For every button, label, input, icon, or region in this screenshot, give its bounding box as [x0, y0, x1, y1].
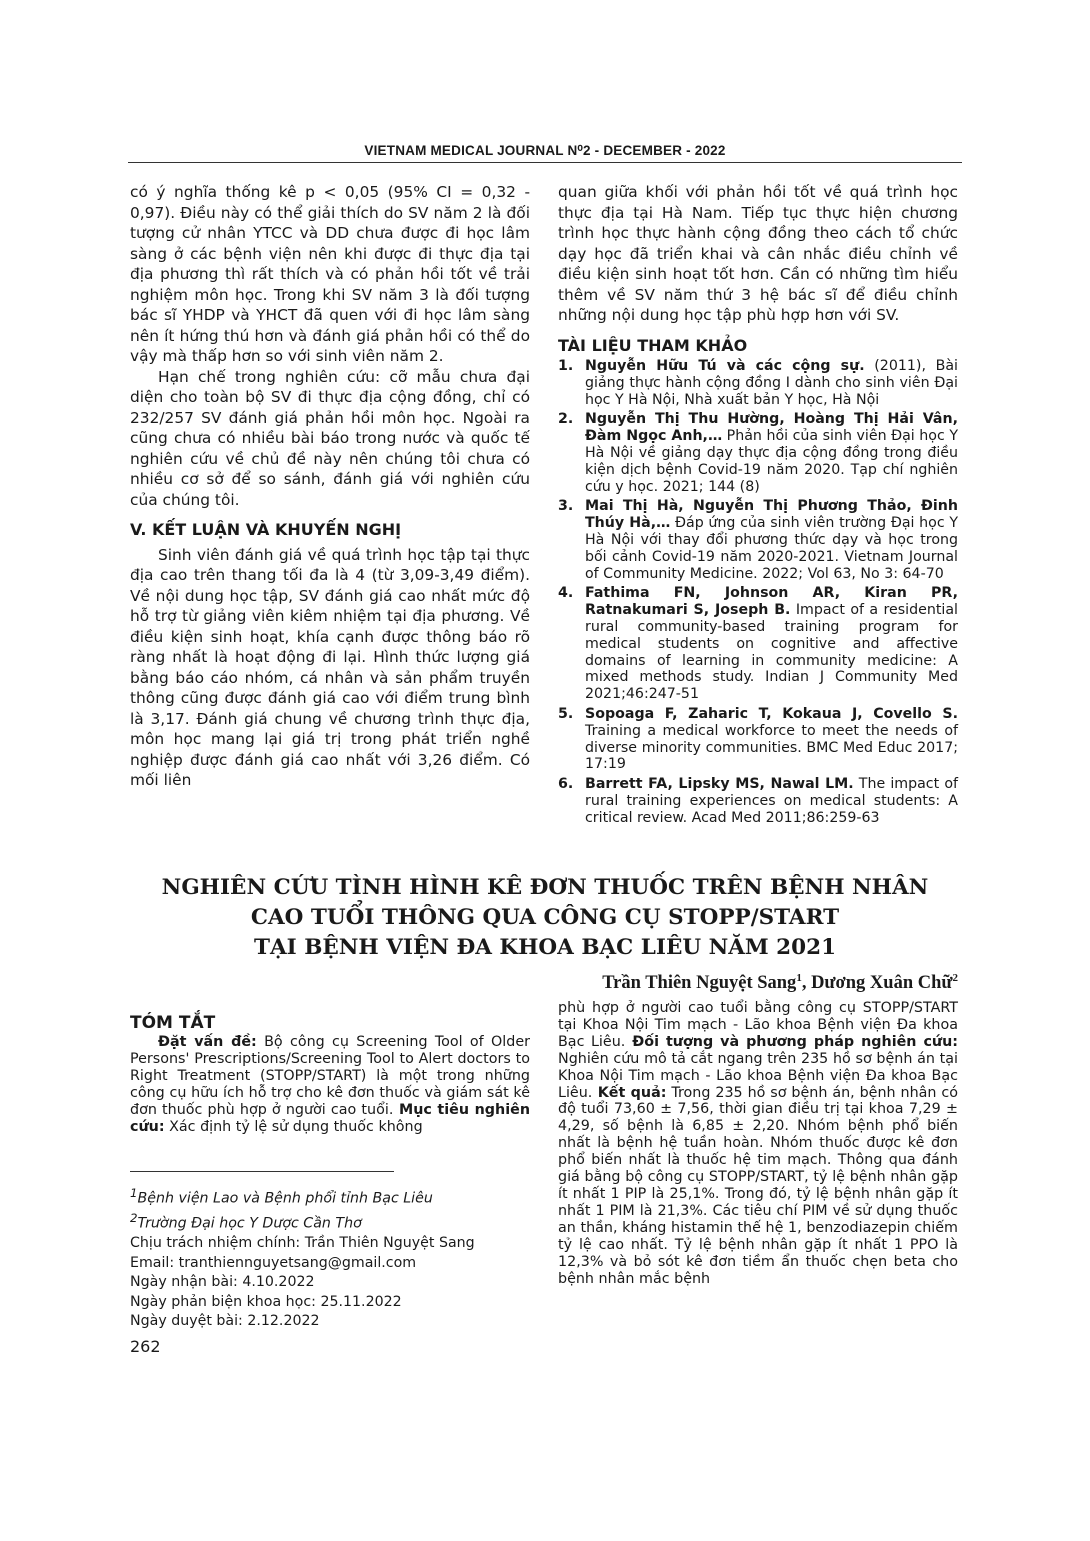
left-paragraph-2: Hạn chế trong nghiên cứu: cỡ mẫu chưa đại diện cho toàn bộ SV đi thực địa cộng đồng, chỉ có 232/257 SV đánh giá phản hồi môn học. Ngoài ra cũng chưa có nhiều bài báo trong nước và quốc tế nghiên cứu về chủ đề này nên chúng tôi chưa có nhiều cơ sở để so sánh, đánh giá với nghiên cứu của chúng tôi. — [130, 367, 530, 509]
abstract-text: Xác định tỷ lệ sử dụng thuốc không — [164, 1118, 423, 1135]
reference-authors: Fathima FN, Johnson AR, Kiran PR, Ratnakumari S, Joseph B. — [585, 585, 958, 619]
abstract-right — [558, 1000, 958, 1287]
abstract-text: Nghiên cứu mô tả cắt ngang trên 235 hồ sơ bệnh án tại Khoa Nội Tim mạch - Lão khoa Bệnh viện Đa khoa Bạc Liêu. — [558, 1050, 958, 1101]
abstract-label: Đối tượng và phương pháp nghiên cứu: — [625, 1033, 958, 1050]
affiliation-marker: 1 — [796, 972, 802, 984]
affiliation-1: $^1$Bệnh viện Lao và Bệnh phổi tỉnh Bạc Liêu — [130, 1186, 433, 1207]
right-column — [558, 182, 958, 830]
title-line: CAO TUỔI THÔNG QUA CÔNG CỤ STOPP/START — [250, 905, 840, 930]
reference-text: (2011), Bài giảng thực hành cộng đồng I dành cho sinh viên Đại học Y Hà Nội, Nhà xuất bản Y học, Hà Nội — [585, 358, 959, 408]
affiliation-marker: 2 — [952, 972, 958, 984]
author-name: Trần Thiên Nguyệt Sang — [602, 973, 797, 994]
reference-number: 1. — [558, 358, 574, 374]
section-heading-conclusion: V. KẾT LUẬN VÀ KHUYẾN NGHỊ — [130, 520, 402, 539]
abstract-label: Mục tiêu nghiên cứu: — [130, 1101, 530, 1135]
author-separator: , — [801, 973, 812, 994]
reference-text: Đáp ứng của sinh viên trường Đại học Y Hà Nội với thay đổi phương thức dạy và học trong bối cảnh Covid-19 năm 2020-2021. Vietnam Journal of Community Medicine. 2022; Vol 63, No 3: 64-70 — [585, 515, 959, 582]
reference-item — [558, 411, 958, 495]
abstract-heading: TÓM TẮT — [130, 1013, 216, 1033]
abstract-label: Kết quả: — [592, 1084, 667, 1101]
abstract-text: Bộ công cụ Screening Tool of Older Persons' Prescriptions/Screening Tool to Alert doctors to Right Treatment (STOPP/START) là một trong những công cụ hữu ích hỗ trợ cho kê đơn thuốc và giám sát kê đơn thuốc phù hợp ở người cao tuổi. — [130, 1034, 530, 1118]
reference-authors: Nguyễn Hữu Tú và các cộng sự. — [585, 358, 865, 374]
author-line — [602, 972, 958, 994]
reference-authors: Mai Thị Hà, Nguyễn Thị Phương Thảo, Đinh Thúy Hà,… — [585, 498, 958, 532]
date-received: Ngày nhận bài: 4.10.2022 — [130, 1274, 315, 1291]
date-accepted: Ngày duyệt bài: 2.12.2022 — [130, 1313, 320, 1330]
footnote-rule — [130, 1171, 394, 1172]
right-paragraph-1: quan giữa khối với phản hồi tốt về quá trình học thực địa tại Hà Nam. Tiếp tục thực hiện chương trình học thực hành cộng đồng theo cách tổ chức dạy học đã triển khai và cân nhắc điều chỉnh về điều kiện sinh hoạt tốt hơn. Cần có những tìm hiểu thêm về SV năm thứ 3 hệ bác sĩ để điều chỉnh những nội dung học tập phù hợp hơn với SV. — [558, 183, 958, 324]
reference-item — [558, 585, 958, 703]
reference-number: 6. — [558, 776, 574, 793]
abstract-left — [130, 1034, 530, 1135]
journal-header: VIETNAM MEDICAL JOURNAL N⁰2 - DECEMBER - 2022 — [364, 143, 726, 158]
author-name: Dương Xuân Chữ — [811, 973, 953, 994]
reference-list — [558, 358, 958, 827]
abstract-text: Trong 235 hồ sơ bệnh án, bệnh nhân có độ tuổi 73,60 ± 7,56, thời gian điều trị tại khoa 7,29 ± 4,29, số bệnh là 6,85 ± 2,20. Nhóm bệnh phổ biến nhất là bệnh hệ tuần hoàn. Nhóm thuốc được kê đơn phổ biến nhất là thuốc hệ tim mạch. Thông qua đánh giá bằng bộ công cụ STOPP/START, tỷ lệ bệnh nhân gặp ít nhất 1 PIP là 25,1%. Trong đó, tỷ lệ bệnh nhân gặp ít nhất 1 PIM là 21,3%. Các tiêu chí PIM về sử dụng thuốc an thần, kháng histamin thế hệ 1, benzodiazepin chiếm tỷ lệ cao nhất. Tỷ lệ bệnh nhân gặp ít nhất 1 PPO là 12,3% và bỏ sót kê đơn tiềm ẩn thuốc chẹn beta cho bệnh nhân mắc bệnh — [558, 1084, 958, 1287]
reference-item — [558, 776, 958, 826]
reference-text: The impact of rural training experiences on medical students: A critical review. Acad Med 2011;86:259-63 — [585, 776, 958, 826]
title-line: TẠI BỆNH VIỆN ĐA KHOA BẠC LIÊU NĂM 2021 — [253, 935, 837, 960]
abstract-text: phù hợp ở người cao tuổi bằng công cụ STOPP/START tại Khoa Nội Tim mạch - Lão khoa Bệnh viện Đa khoa Bạc Liêu. — [558, 1000, 958, 1050]
reference-text: Phản hồi của sinh viên Đại học Y Hà Nội về giảng dạy thực địa cộng đồng trong điều kiện dịch bệnh Covid-19 năm 2020. Tạp chí nghiên cứu y học. 2021; 144 (8) — [585, 428, 958, 495]
article-title — [128, 873, 962, 963]
reference-authors: Nguyễn Thị Thu Hường, Hoàng Thị Hải Vân, Đàm Ngọc Anh,… — [585, 411, 958, 445]
corresponding-author: Chịu trách nhiệm chính: Trần Thiên Nguyệt Sang — [130, 1235, 475, 1252]
left-paragraph-3: Sinh viên đánh giá về quá trình học tập tại thực địa cao trên thang tối đa là 4 (từ 3,09-3,49 điểm). Về nội dung học tập, SV đánh giá cao nhất mức độ hỗ trợ từ giảng viên kiêm nhiệm tại địa phương. Về điều kiện sinh hoạt, khía cạnh được thông báo rõ ràng nhất là hoạt động đi lại. Hình thức lượng giá bằng báo cáo nhóm, cá nhân và sản phẩm truyền thông cũng được đánh giá cao với điểm trung bình là 3,17. Đánh giá chung về chương trình thực địa, môn học mang lại giá trị trong phát triển nghề nghiệp được đánh giá cao nhất với 3,26 điểm. Có mối liên — [130, 545, 530, 789]
reference-text: Training a medical workforce to meet the needs of diverse minority communities. BMC Med Educ 2017; 17:19 — [585, 722, 958, 773]
date-reviewed: Ngày phản biện khoa học: 25.11.2022 — [130, 1293, 402, 1310]
reference-item — [558, 358, 958, 408]
title-line: NGHIÊN CỨU TÌNH HÌNH KÊ ĐƠN THUỐC TRÊN BỆNH NHÂN — [161, 875, 929, 900]
email: Email: tranthiennguyetsang@gmail.com — [130, 1254, 417, 1271]
reference-number: 2. — [558, 411, 574, 428]
reference-item — [558, 706, 958, 773]
header-rule — [128, 162, 962, 163]
reference-item — [558, 498, 958, 582]
reference-authors: Barrett FA, Lipsky MS, Nawal LM. — [585, 776, 854, 793]
left-paragraph-1: có ý nghĩa thống kê p < 0,05 (95% CI = 0,32 - 0,97). Điều này có thể giải thích do SV năm 2 là đối tượng cử nhân YTCC và DD chưa được đi học lâm sàng ở các bệnh viện nên khi được đi thực địa tại địa phương thì rất thích và có phản hồi tốt về trải nghiệm môn học. Trong khi SV năm 3 là đối tượng bác sĩ YHDP và YHCT đã quen với đi học lâm sàng nên ít hứng thú hơn và đánh giá phản hồi có thể do vậy mà thấp hơn so với sinh viên năm 2. — [130, 183, 530, 365]
reference-text: Impact of a residential rural community-based training program for medical students on cognitive and affective domains of learning in community medicine: A mixed methods study. Indian J Community Med 2021;46:247-51 — [585, 602, 958, 703]
reference-number: 4. — [558, 585, 574, 602]
references-heading: TÀI LIỆU THAM KHẢO — [558, 335, 748, 355]
footnotes — [130, 1184, 530, 1332]
page-number: 262 — [130, 1337, 161, 1356]
reference-number: 3. — [558, 498, 574, 515]
reference-number: 5. — [558, 705, 574, 722]
abstract-label: Đặt vấn đề: — [158, 1034, 257, 1050]
left-column — [130, 182, 530, 791]
reference-authors: Sopoaga F, Zaharic T, Kokaua J, Covello S. — [585, 705, 958, 722]
affiliation-2: $^2$Trường Đại học Y Dược Cần Thơ — [130, 1211, 362, 1232]
